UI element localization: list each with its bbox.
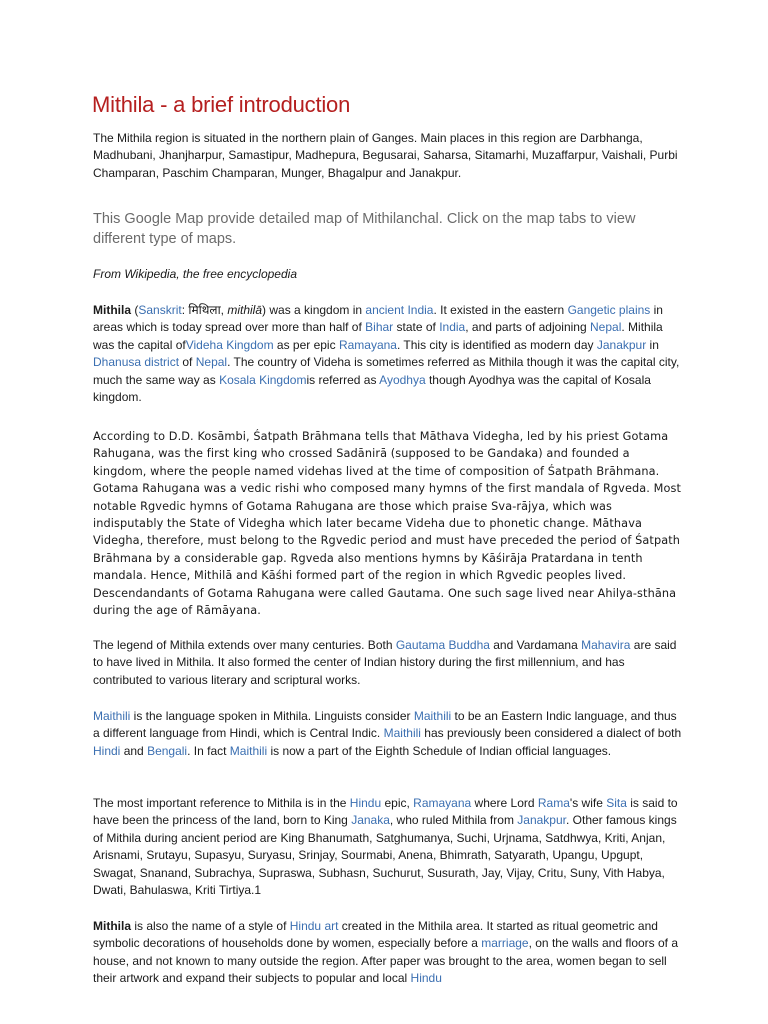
link-gautama-buddha[interactable]: Gautama Buddha	[395, 638, 490, 652]
term-mithila-art: Mithila	[93, 919, 131, 933]
text: in areas which is today spread over more than half of	[93, 303, 663, 335]
text: The most important reference to Mithila is in the	[93, 796, 350, 810]
language-paragraph	[93, 708, 683, 760]
text: The legend of Mithila extends over many centuries. Both	[93, 638, 396, 652]
text: and	[120, 743, 148, 758]
text: state of	[393, 320, 440, 335]
text: . This city is identified as modern day	[396, 337, 597, 352]
text: is referred as	[306, 372, 380, 387]
wikipedia-source-line: From Wikipedia, the free encyclopedia	[93, 267, 297, 281]
link-sanskrit[interactable]: Sanskrit	[138, 303, 182, 317]
text: , and parts of adjoining	[465, 320, 590, 335]
text: as per epic	[273, 337, 339, 352]
text: though Ayodhya was the capital of Kosala kingdom.	[93, 372, 651, 405]
link-mahavira[interactable]: Mahavira	[581, 638, 631, 652]
text: created in the Mithila area. It started as ritual geometric and symbolic decorations of households done by women, especially before a	[93, 919, 658, 951]
link-ancient-india[interactable]: ancient India	[365, 303, 434, 317]
link-videha-kingdom[interactable]: Videha Kingdom	[185, 337, 274, 352]
link-maithili-3[interactable]: Maithili	[383, 726, 421, 741]
text: . Other famous kings of Mithila during ancient period are King Bhanumath, Satghumanya, Suchi, Urjnama, Satdhwya, Kriti, Anjan, Arisnami, Srutayu, Supasyu, Suryasu, Srinjay, Sourmabi, Anena, Bhimrath, Satyarath, Upangu, Upgupt, Swagat, Snanand, Subrachya, Supraswa, Subhasn, Suchurut, Susurath, Jay, Vijay, Critu, Suny, Vith Habya, Dwati, Bahulaswa, Kriti Tirtiya.1	[93, 813, 677, 898]
link-janaka[interactable]: Janaka	[351, 813, 390, 828]
text: ) was a kingdom in	[262, 303, 366, 317]
link-hindu-art[interactable]: Hindu art	[289, 919, 339, 933]
text: and Vardamana	[489, 638, 582, 652]
link-bihar[interactable]: Bihar	[365, 320, 394, 335]
text: . In fact	[187, 743, 230, 758]
link-janakpur[interactable]: Janakpur	[596, 337, 647, 352]
link-gangetic-plains[interactable]: Gangetic plains	[567, 303, 651, 317]
link-rama[interactable]: Rama	[537, 796, 570, 810]
link-india[interactable]: India	[439, 320, 466, 335]
text: , who ruled Mithila from	[389, 813, 518, 828]
text: is also the name of a style of	[131, 919, 290, 933]
art-paragraph	[93, 918, 683, 988]
text: is the language spoken in Mithila. Linguists consider	[130, 709, 414, 723]
text: is now a part of the Eighth Schedule of Indian official languages.	[267, 743, 612, 758]
link-maithili[interactable]: Maithili	[93, 709, 131, 723]
ramayana-paragraph	[93, 795, 683, 899]
legend-paragraph	[93, 637, 683, 689]
text: are said to have lived in Mithila. It also formed the center of Indian history during the first millennium, and has contributed to various literary and scriptural works.	[93, 638, 677, 687]
link-maithili-2[interactable]: Maithili	[413, 709, 452, 723]
link-ramayana-2[interactable]: Ramayana	[413, 796, 472, 810]
text: : मिथिला,	[181, 303, 228, 317]
text: of	[179, 355, 196, 370]
text: . The country of Videha is sometimes referred as Mithila though it was the capital city, much the same way as	[93, 355, 680, 387]
intro-paragraph: The Mithila region is situated in the northern plain of Ganges. Main places in this region are Darbhanga, Madhubani, Jhanjharpur, Samastipur, Madhepura, Begusarai, Saharsa, Sitamarhi, Muzaffarpur, Vaishali, Purbi Champaran, Paschim Champaran, Munger, Bhagalpur and Janakpur.	[93, 131, 678, 180]
link-kosala-kingdom[interactable]: Kosala Kingdom	[219, 372, 307, 387]
link-bengali[interactable]: Bengali	[147, 743, 188, 758]
link-maithili-4[interactable]: Maithili	[229, 743, 268, 758]
link-hindi[interactable]: Hindi	[93, 743, 121, 758]
link-hindu-2[interactable]: Hindu	[410, 971, 442, 986]
text: has previously been considered a dialect of both	[420, 726, 682, 741]
text: (	[131, 303, 139, 317]
link-dhanusa-district[interactable]: Dhanusa district	[93, 355, 180, 370]
link-sita[interactable]: Sita	[606, 796, 627, 810]
link-janakpur-2[interactable]: Janakpur	[517, 813, 566, 828]
text: . It existed in the eastern	[433, 303, 568, 317]
text: in	[646, 337, 659, 352]
history-paragraph: According to D.D. Kosāmbi, Śatpath Brāhmana tells that Māthava Videgha, led by his priest Gotama Rahugana, was the first king who crossed Sadānirā (supposed to be Gandaka) and founded a kingdom, where the people named videhas lived at the time of composition of Śatpath Brāhmana. Gotama Rahugana was a vedic rishi who composed many hymns of the first mandala of Rgveda. Most notable Rgvedic hymns of Gotama Rahugana are those which praise Sva-rājya, which was indisputably the State of Videgha which later became Videha due to phonetic change. Māthava Videgha, therefore, must belong to the Rgvedic period and must have preceded the period of Śatpath Brāhmana by a considerable gap. Rgveda also mentions hymns by Kāśirāja Pratardana in tenth mandala. Hence, Mithilā and Kāśhi formed part of the region in which Rgvedic peoples lived. Descendandants of Gotama Rahugana were called Gautama. One such sage lived near Ahilya-sthāna during the age of Rāmāyana.	[93, 430, 682, 618]
kingdom-paragraph	[93, 302, 683, 406]
text: mithilā	[227, 303, 263, 317]
text: epic,	[381, 796, 414, 810]
text: is said to have been the princess of the land, born to King	[93, 796, 678, 828]
text: to be an Eastern Indic language, and thus a different language from Hindi, which is Central Indic.	[93, 709, 677, 741]
link-nepal-2[interactable]: Nepal	[195, 355, 228, 370]
text: 's wife	[569, 796, 607, 810]
link-nepal[interactable]: Nepal	[590, 320, 622, 335]
page-title: Mithila - a brief introduction	[92, 92, 351, 117]
map-note-paragraph: This Google Map provide detailed map of Mithilanchal. Click on the map tabs to view different type of maps.	[93, 211, 636, 247]
text: . Mithila was the capital of	[93, 320, 663, 352]
text: where Lord	[471, 796, 538, 810]
link-ramayana[interactable]: Ramayana	[338, 337, 397, 352]
link-hindu[interactable]: Hindu	[349, 796, 382, 810]
link-ayodhya[interactable]: Ayodhya	[379, 372, 426, 387]
term-mithila: Mithila	[93, 303, 131, 317]
text: , on the walls and floors of a house, and not known to many outside the region. After paper was brought to the area, women began to sell their artwork and expand their subjects to popular and local	[93, 936, 679, 986]
link-marriage[interactable]: marriage	[481, 936, 529, 951]
